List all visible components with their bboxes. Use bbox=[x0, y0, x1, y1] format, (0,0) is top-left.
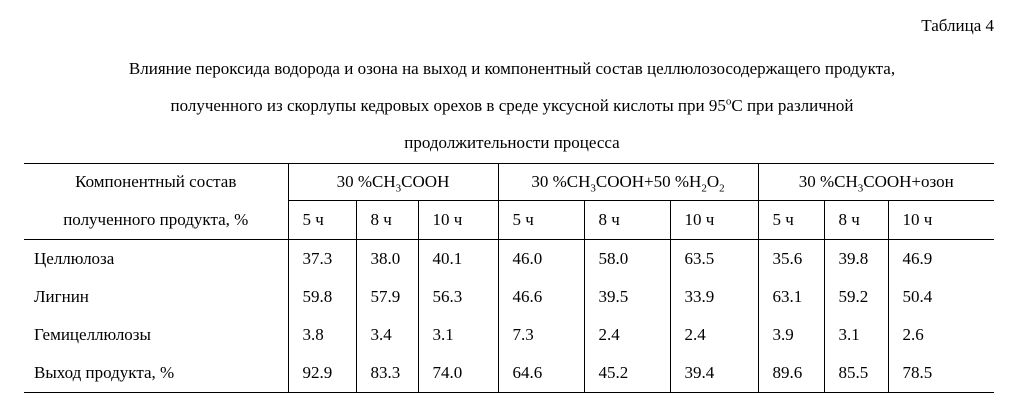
table-label: Таблица 4 bbox=[921, 16, 994, 35]
value-cell: 39.4 bbox=[670, 354, 758, 393]
degree-mark: o bbox=[725, 95, 732, 108]
header-component-line-1: Компонентный состав bbox=[24, 164, 288, 201]
value-cell: 3.9 bbox=[758, 316, 824, 354]
group-header-ozone: 30 $\%CH_3COOH+озон$ bbox=[758, 164, 994, 201]
value-cell: 74.0 bbox=[418, 354, 498, 393]
header-row-groups bbox=[24, 164, 994, 201]
value-cell: 3.1 bbox=[418, 316, 498, 354]
value-cell: 39.8 bbox=[824, 240, 888, 279]
duration-cell: 5 ч bbox=[498, 201, 584, 240]
value-cell: 50.4 bbox=[888, 278, 994, 316]
duration-cell: 10 ч bbox=[670, 201, 758, 240]
table-row-hemicellulose bbox=[24, 316, 994, 354]
value-cell: 38.0 bbox=[356, 240, 418, 279]
table-row-yield bbox=[24, 354, 994, 393]
composition-table bbox=[24, 163, 994, 393]
value-cell: 57.9 bbox=[356, 278, 418, 316]
value-cell: 2.4 bbox=[670, 316, 758, 354]
value-cell: 46.9 bbox=[888, 240, 994, 279]
value-cell: 37.3 bbox=[288, 240, 356, 279]
duration-cell: 10 ч bbox=[418, 201, 498, 240]
table-title-line-3: продолжительности процесса bbox=[404, 133, 620, 152]
duration-cell: 10 ч bbox=[888, 201, 994, 240]
value-cell: 85.5 bbox=[824, 354, 888, 393]
value-cell: 89.6 bbox=[758, 354, 824, 393]
row-label: Целлюлоза bbox=[34, 249, 115, 268]
duration-cell: 8 ч bbox=[824, 201, 888, 240]
value-cell: 63.5 bbox=[670, 240, 758, 279]
value-cell: 59.2 bbox=[824, 278, 888, 316]
value-cell: 45.2 bbox=[584, 354, 670, 393]
duration-cell: 8 ч bbox=[584, 201, 670, 240]
value-cell: 63.1 bbox=[758, 278, 824, 316]
table-row-lignin bbox=[24, 278, 994, 316]
value-cell: 33.9 bbox=[670, 278, 758, 316]
value-cell: 39.5 bbox=[584, 278, 670, 316]
row-label: Гемицеллюлозы bbox=[34, 325, 151, 344]
value-cell: 2.4 bbox=[584, 316, 670, 354]
value-cell: 92.9 bbox=[288, 354, 356, 393]
header-component-line-2: полученного продукта, % bbox=[24, 201, 288, 240]
group-header-acetic: 30 $\%CH_3COOH$ bbox=[288, 164, 498, 201]
value-cell: 46.0 bbox=[498, 240, 584, 279]
value-cell: 40.1 bbox=[418, 240, 498, 279]
value-cell: 58.0 bbox=[584, 240, 670, 279]
row-label: Лигнин bbox=[34, 287, 89, 306]
value-cell: 64.6 bbox=[498, 354, 584, 393]
value-cell: 59.8 bbox=[288, 278, 356, 316]
value-cell: 46.6 bbox=[498, 278, 584, 316]
title-line-2-tail: С при различной bbox=[731, 96, 854, 115]
header-row-durations bbox=[24, 201, 994, 240]
table-title-line-2 bbox=[0, 90, 1024, 121]
duration-cell: 5 ч bbox=[758, 201, 824, 240]
value-cell: 7.3 bbox=[498, 316, 584, 354]
duration-cell: 5 ч bbox=[288, 201, 356, 240]
value-cell: 3.8 bbox=[288, 316, 356, 354]
duration-cell: 8 ч bbox=[356, 201, 418, 240]
group-header-peroxide: 30 $\%CH_3COOH+50$ $\%H_2O_2$ bbox=[498, 164, 758, 201]
value-cell: 78.5 bbox=[888, 354, 994, 393]
value-cell: 3.4 bbox=[356, 316, 418, 354]
table-title-line-1: Влияние пероксида водорода и озона на выход и компонентный состав целлюлозосодержащего продукта, bbox=[128, 59, 896, 78]
table-row-cellulose bbox=[24, 240, 994, 279]
value-cell: 2.6 bbox=[888, 316, 994, 354]
row-label: Выход продукта, % bbox=[24, 354, 288, 393]
value-cell: 35.6 bbox=[758, 240, 824, 279]
value-cell: 56.3 bbox=[418, 278, 498, 316]
value-cell: 3.1 bbox=[824, 316, 888, 354]
title-line-2-text: полученного из скорлупы кедровых орехов в среде уксусной кислоты при 95 bbox=[170, 96, 726, 115]
value-cell: 83.3 bbox=[356, 354, 418, 393]
